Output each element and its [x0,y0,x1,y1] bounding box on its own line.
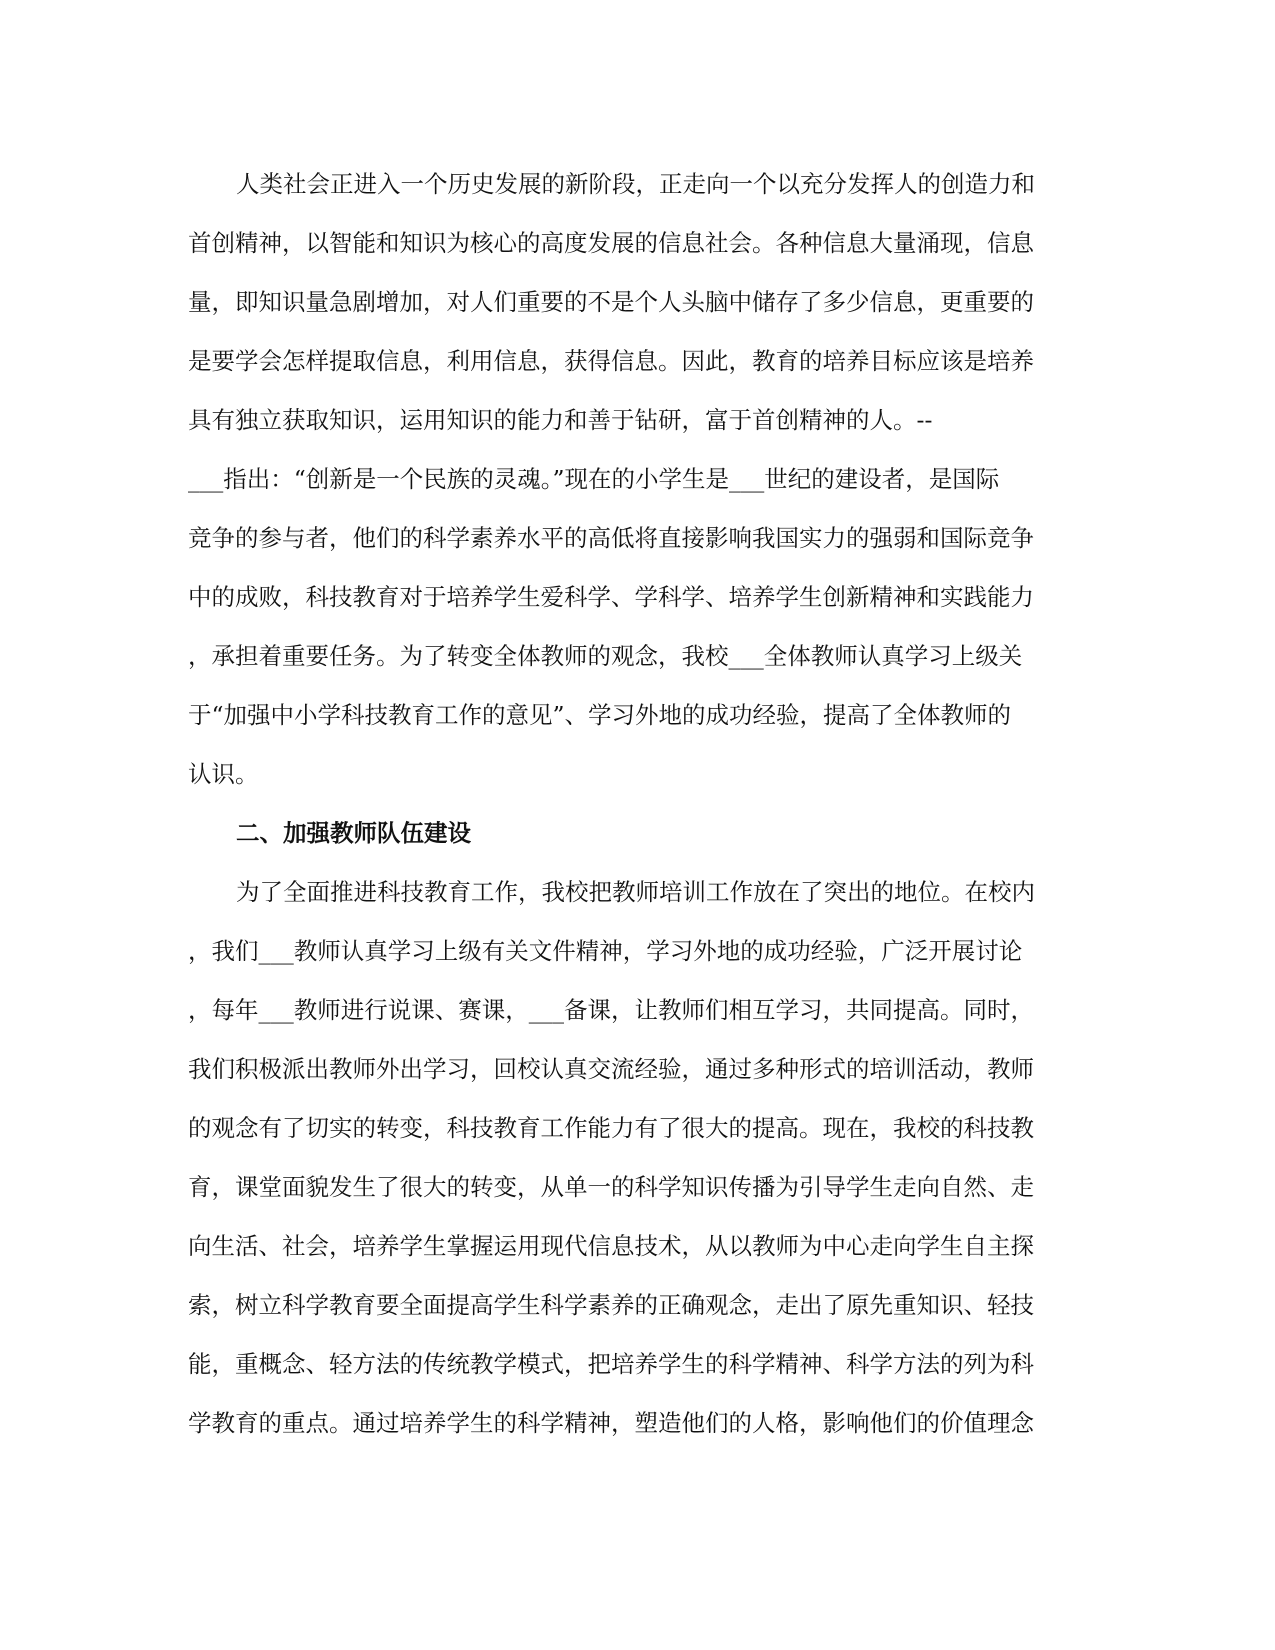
text-line: 索，树立科学教育要全面提高学生科学素养的正确观念，走出了原先重知识、轻技 [188,1291,1034,1319]
text-line: 量，即知识量急剧增加，对人们重要的不是个人头脑中储存了多少信息，更重要的 [188,288,1034,316]
section-heading: 二、加强教师队伍建设 [236,819,471,847]
text-line: 人类社会正进入一个历史发展的新阶段，正走向一个以充分发挥人的创造力和 [236,170,1035,198]
text-line: 首创精神，以智能和知识为核心的高度发展的信息社会。各种信息大量涌现，信息 [188,229,1034,257]
section-heading-teacher-team [188,804,1088,863]
text-line: 为了全面推进科技教育工作，我校把教师培训工作放在了突出的地位。在校内 [236,878,1035,906]
text-line: 的观念有了切实的转变，科技教育工作能力有了很大的提高。现在，我校的科技教 [188,1114,1034,1142]
text-line: 中的成败，科技教育对于培养学生爱科学、学科学、培养学生创新精神和实践能力 [188,583,1034,611]
paragraph-intro [188,155,1088,804]
text-line: 我们积极派出教师外出学习，回校认真交流经验，通过多种形式的培训活动，教师 [188,1055,1034,1083]
text-line: ，我们___教师认真学习上级有关文件精神，学习外地的成功经验，广泛开展讨论 [188,937,1023,965]
text-line: 向生活、社会，培养学生掌握运用现代信息技术，从以教师为中心走向学生自主探 [188,1232,1034,1260]
text-line: 是要学会怎样提取信息，利用信息，获得信息。因此，教育的培养目标应该是培养 [188,347,1034,375]
text-line: 学教育的重点。通过培养学生的科学精神，塑造他们的人格，影响他们的价值理念 [188,1409,1034,1437]
text-line: 能，重概念、轻方法的传统教学模式，把培养学生的科学精神、科学方法的列为科 [188,1350,1034,1378]
text-line: ，承担着重要任务。为了转变全体教师的观念，我校___全体教师认真学习上级关 [188,642,1023,670]
text-line: ___指出：“创新是一个民族的灵魂。”现在的小学生是___世纪的建设者，是国际 [188,465,1000,493]
text-line: 竞争的参与者，他们的科学素养水平的高低将直接影响我国实力的强弱和国际竞争 [188,524,1034,552]
text-line: 育，课堂面貌发生了很大的转变，从单一的科学知识传播为引导学生走向自然、走 [188,1173,1034,1201]
text-line: 具有独立获取知识，运用知识的能力和善于钻研，富于首创精神的人。-- [188,406,933,434]
text-line: 认识。 [188,760,259,788]
text-line: ，每年___教师进行说课、赛课，___备课，让教师们相互学习，共同提高。同时， [188,996,1034,1024]
paragraph-teacher-training [188,863,1088,1453]
text-line: 于“加强中小学科技教育工作的意见”、学习外地的成功经验，提高了全体教师的 [188,701,1012,729]
